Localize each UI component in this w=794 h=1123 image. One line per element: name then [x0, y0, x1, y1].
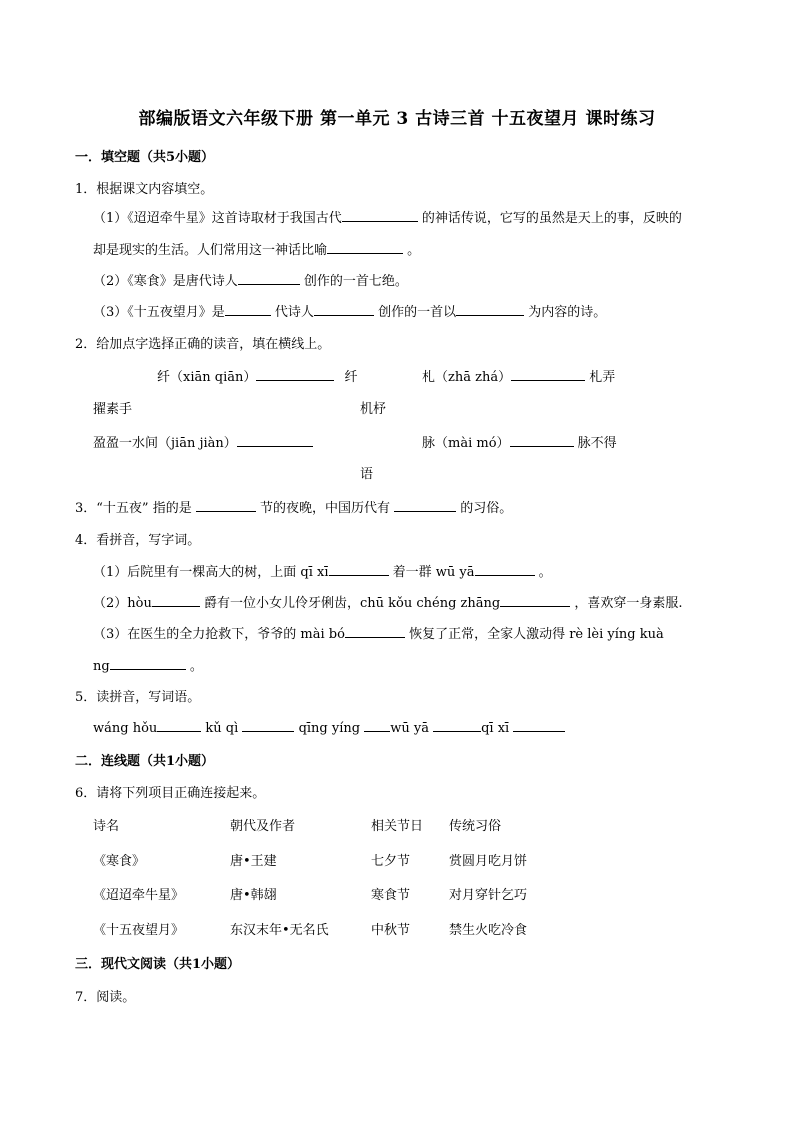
q4-blank-4[interactable]	[500, 593, 570, 607]
q2-item-a	[157, 366, 358, 385]
q3-a: 3．“十五夜” 指的是	[75, 501, 192, 516]
q2-item-b	[422, 366, 615, 385]
q4-l2b: 爵有一位小女儿伶牙俐齿，chū kǒu chéng zhāng	[203, 596, 501, 611]
q2-d-label: 脉（mài mó）	[422, 436, 510, 451]
q1-p1b: 的神话传说，它写的虽然是天上的事，反映的	[421, 211, 682, 226]
q1-p2b: 创作的一首七绝。	[303, 274, 408, 289]
q1-stem: 1．根据课文内容填空。	[75, 182, 214, 197]
q3-blank-1[interactable]	[196, 498, 256, 512]
q5-blank-1[interactable]	[157, 718, 201, 732]
q2-blank-d[interactable]	[510, 433, 574, 447]
q6-custom-1[interactable]: 赏圆月吃月饼	[449, 854, 528, 869]
q1-p3b: 代诗人	[274, 305, 314, 320]
q4-blank-3[interactable]	[152, 593, 200, 607]
q3-b: 节的夜晚，中国历代有	[259, 501, 390, 516]
q4-line4	[93, 655, 203, 674]
q4-l3c: ng	[93, 659, 110, 674]
q6-poem-1[interactable]: 《寒食》	[93, 854, 146, 869]
q2-c-label: 盈盈一水间（jiān jiàn）	[93, 436, 237, 451]
q6-custom-2[interactable]: 对月穿针乞巧	[449, 888, 528, 903]
q4-l2c: ，喜欢穿一身素服.	[574, 596, 683, 611]
q1-p2a: （2）《寒食》是唐代诗人	[93, 274, 238, 289]
q4-l1a: （1）后院里有一棵高大的树，上面 qī xī	[93, 565, 329, 580]
q2-b-line2: 机杼	[360, 402, 387, 417]
q6-stem: 6．请将下列项目正确连接起来。	[75, 786, 266, 801]
q2-b-tail: 札弄	[589, 370, 616, 385]
section-heading-matching: 二．连线题（共1小题）	[75, 754, 215, 769]
q1-line3	[93, 270, 408, 289]
q6-header-dynasty-author: 朝代及作者	[230, 819, 296, 834]
q4-blank-6[interactable]	[110, 656, 186, 670]
q2-item-c	[93, 432, 313, 451]
q5-w4: wū yā	[390, 721, 429, 736]
q1-blank-5[interactable]	[314, 302, 374, 316]
q2-a-line2: 擢素手	[93, 402, 133, 417]
q1-p1a: （1）《迢迢牵牛星》这首诗取材于我国古代	[93, 211, 342, 226]
q1-blank-2[interactable]	[327, 240, 403, 254]
q2-blank-a[interactable]	[256, 367, 334, 381]
q1-p3c: 创作的一首以	[378, 305, 457, 320]
q3-line	[75, 497, 512, 516]
q1-line1	[93, 207, 682, 226]
q6-header-poem: 诗名	[93, 819, 120, 834]
q4-l2a: （2）hòu	[93, 596, 152, 611]
q4-l3b: 恢复了正常，全家人激动得 rè lèi yíng kuà	[409, 627, 664, 642]
q2-blank-b[interactable]	[511, 367, 585, 381]
q4-l1c: 。	[538, 565, 552, 580]
q4-line3	[93, 623, 664, 642]
q2-a-label: 纤（xiān qiān）	[157, 370, 257, 385]
section-heading-reading: 三．现代文阅读（共1小题）	[75, 957, 241, 972]
q5-w3: qīng yíng	[298, 721, 361, 736]
q4-l3d: 。	[189, 659, 203, 674]
q3-c: 的习俗。	[460, 501, 513, 516]
q2-stem: 2．给加点字选择正确的读音，填在横线上。	[75, 337, 331, 352]
q6-author-2[interactable]: 唐•韩翃	[230, 888, 277, 903]
q2-d-line2: 语	[360, 467, 374, 482]
q5-w1: wáng hǒu	[93, 721, 158, 736]
q4-stem: 4．看拼音，写字词。	[75, 533, 201, 548]
q6-festival-1[interactable]: 七夕节	[371, 854, 411, 869]
q6-festival-2[interactable]: 寒食节	[371, 888, 411, 903]
q2-blank-c[interactable]	[237, 433, 313, 447]
q2-item-d	[422, 432, 617, 451]
q1-p3a: （3）《十五夜望月》是	[93, 305, 225, 320]
q4-l3a: （3）在医生的全力抢救下，爷爷的 mài bó	[93, 627, 345, 642]
q5-line	[93, 718, 565, 736]
q5-blank-4[interactable]	[433, 718, 481, 732]
q1-p1d: 。	[407, 243, 421, 258]
q1-blank-4[interactable]	[225, 302, 271, 316]
q1-line4	[93, 301, 606, 320]
q5-stem: 5．读拼音，写词语。	[75, 690, 201, 705]
q2-d-tail: 脉不得	[577, 436, 617, 451]
q5-blank-3[interactable]	[364, 718, 390, 732]
q1-p3d: 为内容的诗。	[528, 305, 607, 320]
q5-blank-2[interactable]	[242, 718, 294, 732]
q2-b-label: 札（zhā zhá）	[422, 370, 512, 385]
q1-p1c: 却是现实的生活。人们常用这一神话比喻	[93, 243, 328, 258]
q1-blank-1[interactable]	[342, 208, 418, 222]
q1-blank-3[interactable]	[238, 271, 300, 285]
q4-blank-5[interactable]	[345, 624, 405, 638]
q6-author-3[interactable]: 东汉末年•无名氏	[230, 923, 329, 938]
q3-blank-2[interactable]	[394, 498, 456, 512]
q5-blank-5[interactable]	[513, 718, 565, 732]
q6-custom-3[interactable]: 禁生火吃冷食	[449, 923, 528, 938]
q4-blank-1[interactable]	[329, 562, 389, 576]
page-title: 部编版语文六年级下册 第一单元 3 古诗三首 十五夜望月 课时练习	[138, 109, 656, 129]
q6-header-custom: 传统习俗	[449, 819, 502, 834]
q4-l1b: 着一群 wū yā	[392, 565, 475, 580]
q7-stem: 7．阅读。	[75, 990, 136, 1005]
q2-a-tail: 纤	[344, 370, 358, 385]
section-heading-fill-in: 一．填空题（共5小题）	[75, 150, 215, 165]
q6-header-festival: 相关节日	[371, 819, 424, 834]
q5-w2: kǔ qì	[205, 721, 239, 736]
q4-line1	[93, 561, 552, 580]
q1-line2	[93, 239, 420, 258]
q4-line2	[93, 592, 682, 611]
q6-poem-3[interactable]: 《十五夜望月》	[93, 923, 185, 938]
q1-blank-6[interactable]	[456, 302, 524, 316]
q6-festival-3[interactable]: 中秋节	[371, 923, 411, 938]
q4-blank-2[interactable]	[475, 562, 535, 576]
q6-author-1[interactable]: 唐•王建	[230, 854, 277, 869]
q5-w5: qī xī	[481, 721, 510, 736]
q6-poem-2[interactable]: 《迢迢牵牛星》	[93, 888, 185, 903]
